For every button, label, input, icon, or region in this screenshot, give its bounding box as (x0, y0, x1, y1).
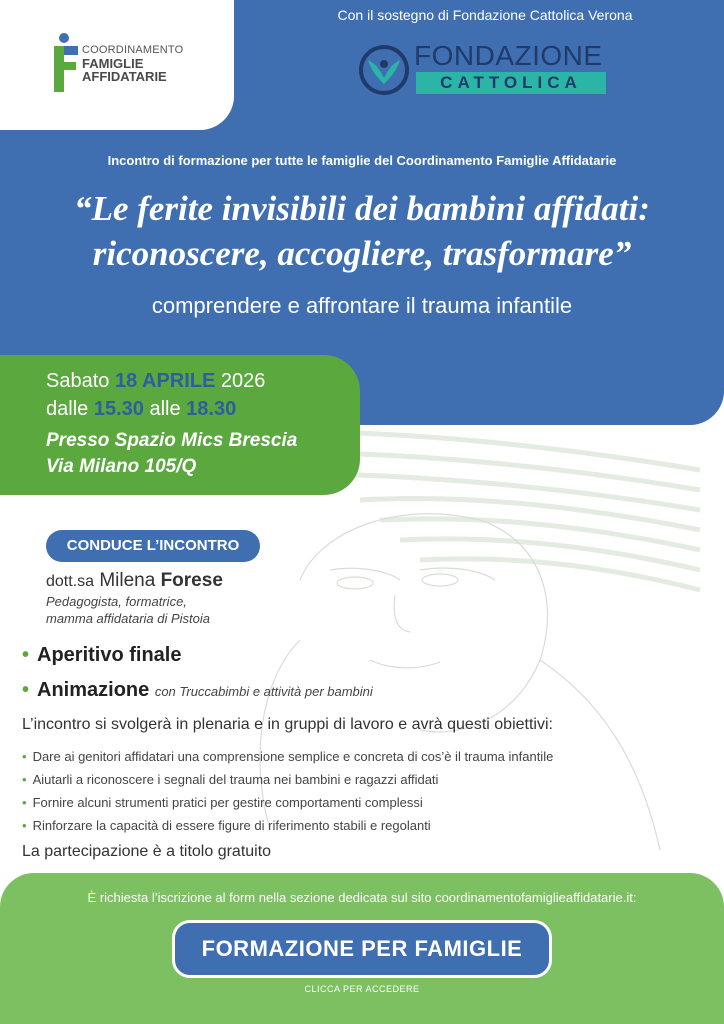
speaker-first: Milena (99, 570, 156, 591)
speaker-role2: mamma affidataria di Pistoia (46, 611, 211, 626)
date-value: 18 APRILE (114, 370, 216, 392)
event-title-line1: “Le ferite invisibili dei bambini affidati: (74, 189, 650, 228)
sponsor-note: Con il sostegno di Fondazione Cattolica Verona (337, 7, 633, 23)
cfa-logo-line3: AFFIDATARIE (82, 69, 167, 84)
list-item (22, 768, 553, 791)
cfa-logo-line1: COORDINAMENTO (82, 44, 184, 56)
animazione-label: Animazione (37, 679, 150, 701)
list-item (22, 791, 553, 814)
cfa-figure-icon (52, 32, 80, 94)
venue-address: Via Milano 105/Q (46, 456, 197, 477)
event-subtitle: comprendere e affrontare il trauma infantile (151, 293, 573, 318)
list-item (22, 814, 553, 837)
speaker-role1: Pedagogista, formatrice, (46, 594, 187, 609)
bullet-icon: • (22, 772, 27, 787)
list-item (22, 745, 553, 768)
cfa-logo (52, 32, 202, 94)
objective-text: Rinforzare la capacità di essere figure di riferimento stabili e regolanti (32, 818, 431, 833)
fc-logo-line1: FONDAZIONE (414, 40, 603, 71)
objective-text: Fornire alcuni strumenti pratici per gestire comportamenti complessi (32, 795, 423, 810)
time-end: 18.30 (186, 398, 237, 420)
click-hint: CLICCA PER ACCEDERE (304, 984, 420, 994)
time-line (46, 398, 236, 421)
registration-note: È richiesta l’iscrizione al form nella sezione dedicata sul sito coordinamentofamiglieaffidatarie.it: (87, 890, 637, 905)
objectives-list (22, 745, 553, 837)
bullet-icon: • (22, 644, 30, 666)
fc-emblem-icon (358, 44, 410, 96)
time-dalle: dalle (46, 398, 89, 420)
date-line (46, 370, 265, 393)
time-start: 15.30 (93, 398, 144, 420)
fondazione-cattolica-logo (358, 40, 613, 100)
event-title (20, 186, 704, 276)
bullet-icon: • (22, 795, 27, 810)
event-intro: Incontro di formazione per tutte le famiglie del Coordinamento Famiglie Affidatarie (107, 153, 617, 168)
aperitivo-label: Aperitivo finale (37, 644, 182, 666)
bullet-icon: • (22, 749, 27, 764)
bullet-icon: • (22, 818, 27, 833)
speaker-last: Forese (160, 570, 223, 591)
event-title-line2: riconoscere, accogliere, trasformare” (92, 234, 632, 273)
extra-animazione (22, 679, 373, 702)
conduce-badge: CONDUCE L’INCONTRO (46, 530, 260, 562)
extra-aperitivo (22, 644, 182, 667)
formazione-button[interactable]: FORMAZIONE PER FAMIGLIE (172, 920, 552, 978)
free-participation: La partecipazione è a titolo gratuito (22, 843, 272, 860)
objectives-intro: L’incontro si svolgerà in plenaria e in gruppi di lavoro e avrà questi obiettivi: (22, 716, 553, 733)
date-year: 2026 (220, 370, 266, 392)
speaker-prefix: dott.sa (46, 573, 95, 590)
cfa-logo-box (0, 0, 234, 130)
objective-text: Aiutarli a riconoscere i segnali del trauma nei bambini e ragazzi affidati (32, 772, 439, 787)
bullet-icon: • (22, 679, 30, 701)
speaker-name (46, 570, 223, 592)
venue-name: Presso Spazio Mics Brescia (46, 430, 298, 451)
date-day: Sabato (46, 370, 110, 392)
fc-logo-line2: CATTOLICA (416, 72, 606, 94)
time-alle: alle (149, 398, 181, 420)
animazione-note: con Truccabimbi e attività per bambini (154, 684, 373, 699)
cfa-logo-line2: FAMIGLIE (82, 56, 144, 71)
objective-text: Dare ai genitori affidatari una comprensione semplice e concreta di cos’è il trauma infantile (32, 749, 554, 764)
